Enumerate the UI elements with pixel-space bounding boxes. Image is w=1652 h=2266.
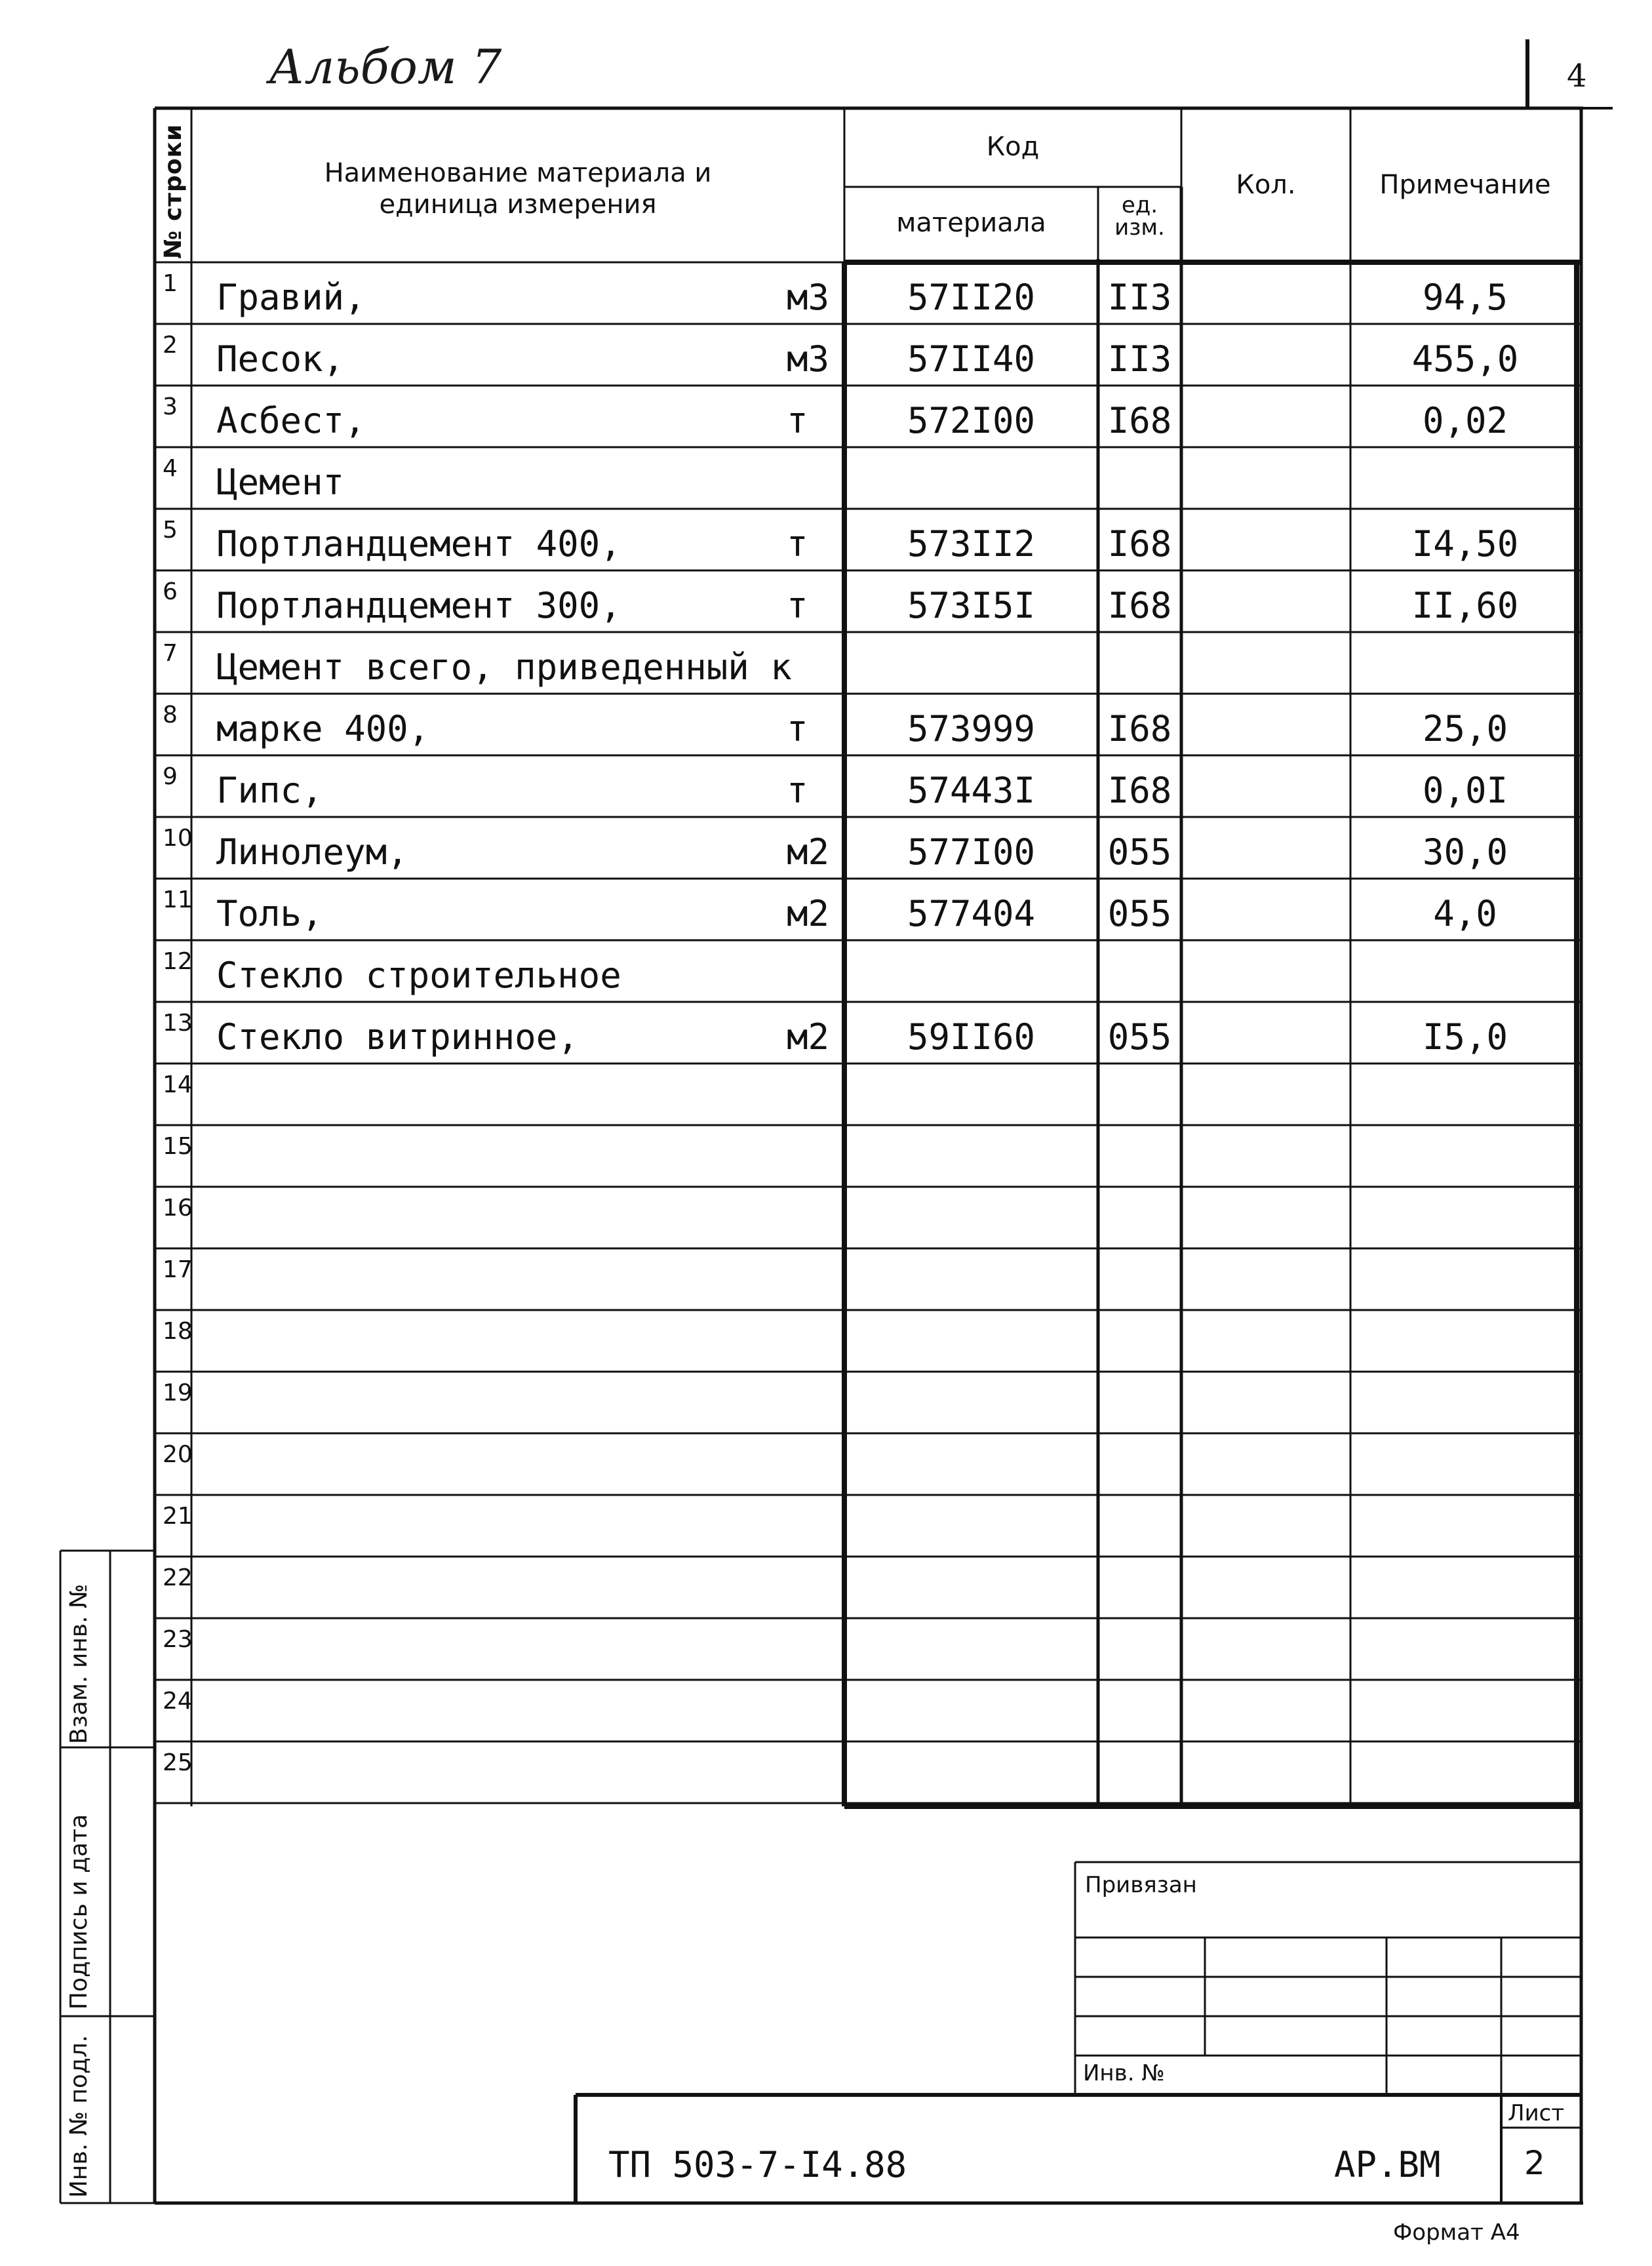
row-number: 16 <box>163 1195 193 1222</box>
row-number: 10 <box>163 825 193 852</box>
row-number: 25 <box>163 1749 193 1776</box>
material-unit: т <box>787 585 808 626</box>
material-code: 57443I <box>907 770 1036 811</box>
row-number: 8 <box>163 702 178 728</box>
stamp-doc-mark: АР.ВМ <box>1334 2144 1441 2185</box>
material-unit: т <box>787 400 808 441</box>
material-unit: м2 <box>787 893 830 934</box>
unit-code: 055 <box>1107 1016 1172 1058</box>
row-number: 2 <box>163 332 178 359</box>
unit-code: I68 <box>1107 708 1172 749</box>
stamp-privyazan: Привязан <box>1085 1872 1197 1898</box>
row-number: 22 <box>163 1564 193 1591</box>
unit-code: 055 <box>1107 893 1172 934</box>
note-value: 0,02 <box>1422 400 1508 441</box>
header-code: Код <box>986 132 1040 162</box>
material-code: 577I00 <box>907 831 1036 873</box>
row-number: 11 <box>163 886 193 913</box>
unit-code: II3 <box>1107 338 1172 380</box>
row-number: 24 <box>163 1688 193 1715</box>
row-number: 1 <box>163 270 178 297</box>
material-name: Цемент всего, приведенный к <box>216 646 792 688</box>
material-code: 57II20 <box>907 277 1036 318</box>
unit-code: I68 <box>1107 585 1172 626</box>
material-unit: м3 <box>787 338 830 380</box>
note-value: 0,0I <box>1422 770 1508 811</box>
side-label-vzam: Взам. инв. № <box>66 1583 92 1744</box>
side-label-inv-podl: Инв. № подл. <box>66 2035 92 2198</box>
unit-code: I68 <box>1107 523 1172 565</box>
material-name: Портландцемент 400, <box>216 523 621 565</box>
material-code: 57II40 <box>907 338 1036 380</box>
album-label: Альбом 7 <box>269 39 502 94</box>
row-number: 23 <box>163 1626 193 1653</box>
stamp-sheet-no: 2 <box>1524 2144 1545 2182</box>
material-name: Стекло витринное, <box>216 1016 579 1058</box>
header-qty: Кол. <box>1236 170 1296 200</box>
row-number: 21 <box>163 1503 193 1530</box>
material-code: 59II60 <box>907 1016 1036 1058</box>
row-number: 12 <box>163 948 193 975</box>
material-name: Гравий, <box>216 277 366 318</box>
material-name: Асбест, <box>216 400 366 441</box>
material-unit: м3 <box>787 277 830 318</box>
material-code: 577404 <box>907 893 1036 934</box>
header-note: Примечание <box>1379 170 1551 200</box>
unit-code: II3 <box>1107 277 1172 318</box>
row-number: 9 <box>163 763 178 790</box>
row-number: 15 <box>163 1133 193 1160</box>
material-name: Цемент <box>216 462 345 503</box>
unit-code: I68 <box>1107 400 1172 441</box>
row-number: 13 <box>163 1010 193 1037</box>
material-name: Толь, <box>216 893 323 934</box>
row-number: 17 <box>163 1256 193 1283</box>
header-name: Наименование материала и единица измерения <box>324 158 712 220</box>
unit-code: I68 <box>1107 770 1172 811</box>
material-name: Стекло строительное <box>216 955 621 996</box>
note-value: 30,0 <box>1422 831 1508 873</box>
stamp-sheet-label: Лист <box>1508 2100 1565 2126</box>
row-number: 18 <box>163 1318 193 1345</box>
material-code: 572I00 <box>907 400 1036 441</box>
material-unit: м2 <box>787 831 830 873</box>
side-label-podpis: Подпись и дата <box>66 1814 92 2010</box>
material-name: Песок, <box>216 338 345 380</box>
note-value: I5,0 <box>1422 1016 1508 1058</box>
page-number: 4 <box>1567 58 1587 94</box>
material-name: марке 400, <box>216 708 430 749</box>
material-code: 573I5I <box>907 585 1036 626</box>
material-code: 573II2 <box>907 523 1036 565</box>
row-number: 7 <box>163 640 178 667</box>
note-value: I4,50 <box>1411 523 1519 565</box>
stamp-inv-no: Инв. № <box>1083 2060 1165 2086</box>
unit-code: 055 <box>1107 831 1172 873</box>
header-row-no: № строки <box>160 123 187 259</box>
material-unit: т <box>787 523 808 565</box>
row-number: 6 <box>163 578 178 605</box>
row-number: 4 <box>163 455 178 482</box>
header-code-unit: ед. изм. <box>1114 192 1165 241</box>
row-number: 3 <box>163 393 178 420</box>
material-name: Гипс, <box>216 770 323 811</box>
stamp-doc-code: ТП 503-7-I4.88 <box>608 2144 907 2185</box>
format-label: Формат А4 <box>1393 2219 1520 2246</box>
note-value: II,60 <box>1411 585 1519 626</box>
row-number: 5 <box>163 517 178 544</box>
material-unit: т <box>787 770 808 811</box>
row-number: 14 <box>163 1071 193 1098</box>
material-name: Портландцемент 300, <box>216 585 621 626</box>
note-value: 455,0 <box>1411 338 1519 380</box>
material-unit: т <box>787 708 808 749</box>
row-number: 19 <box>163 1380 193 1406</box>
material-unit: м2 <box>787 1016 830 1058</box>
row-number: 20 <box>163 1441 193 1468</box>
note-value: 25,0 <box>1422 708 1508 749</box>
note-value: 4,0 <box>1433 893 1497 934</box>
header-code-material: материала <box>896 208 1046 238</box>
note-value: 94,5 <box>1422 277 1508 318</box>
material-code: 573999 <box>907 708 1036 749</box>
material-name: Линолеум, <box>216 831 408 873</box>
